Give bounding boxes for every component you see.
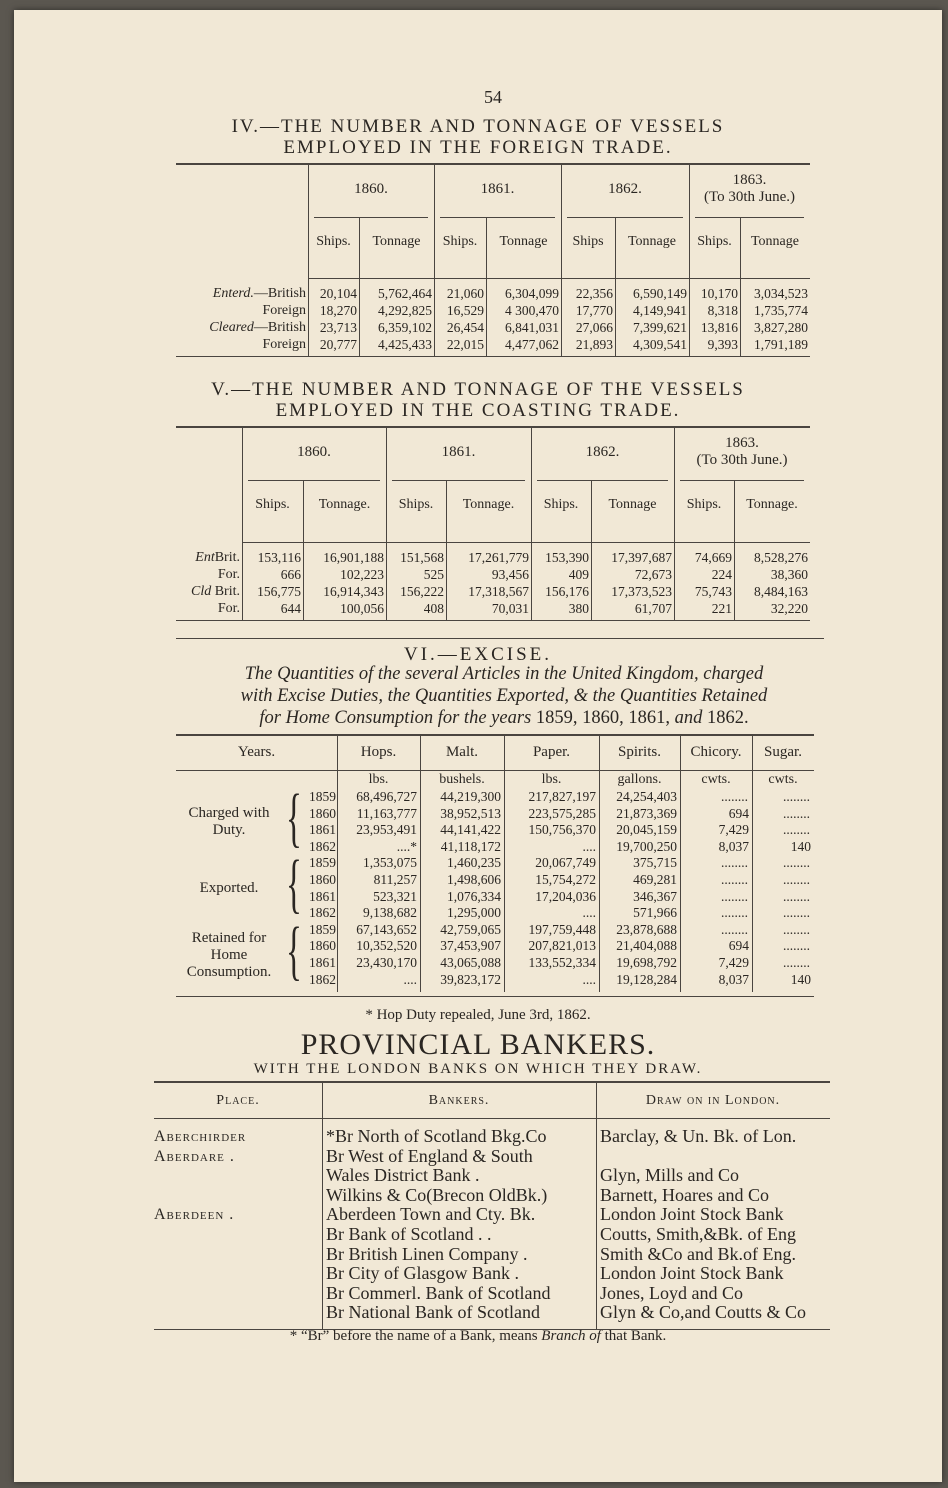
table-cell: 23,953,491 — [356, 822, 417, 838]
table-cell: 61,707 — [634, 601, 672, 616]
table-cell: 523,321 — [373, 888, 417, 904]
london-agent-cell: Barclay, & Un. Bk. of Lon. — [600, 1126, 797, 1146]
row-label-text: —British — [253, 320, 306, 335]
london-agent-cell: Jones, Loyd and Co — [600, 1282, 743, 1303]
table-cell: .... — [403, 971, 417, 987]
table-cell: 1,498,606 — [447, 872, 501, 887]
unit-label: lbs. — [368, 772, 389, 787]
london-agent-cell: London Joint Stock Bank — [600, 1263, 784, 1284]
table-cell: 17,770 — [575, 303, 613, 318]
table-cell: 133,552,334 — [528, 955, 596, 970]
london-agent-cell: Smith &Co and Bk.of Eng. — [600, 1243, 797, 1264]
column-header: Tonnage — [608, 497, 657, 512]
group-label: Duty. — [212, 822, 246, 839]
row-label-italic: Ent — [195, 550, 215, 565]
table-cell: .... — [582, 905, 596, 921]
column-header: Ships. — [316, 234, 351, 249]
sec6-description-line3 — [174, 708, 834, 729]
column-header: Place. — [216, 1093, 260, 1108]
table-cell: 23,713 — [319, 320, 357, 335]
banker-cell: Br City of Glasgow Bank . — [326, 1263, 519, 1284]
table-cell: 102,223 — [340, 567, 384, 582]
column-header: Ships. — [686, 497, 722, 512]
desc3-part-d: 1862. — [706, 708, 749, 728]
table-cell: 44,141,422 — [440, 822, 501, 838]
place-cell: Aberchirder — [154, 1128, 247, 1145]
table-cell: 17,204,036 — [535, 888, 596, 904]
sec6-title: VI.—EXCISE. — [403, 644, 553, 665]
brace-glyph: { — [286, 781, 302, 854]
page-number: 54 — [484, 87, 502, 107]
table-cell: ........ — [783, 938, 810, 954]
row-label — [176, 286, 306, 302]
row-label — [176, 584, 240, 600]
column-header: Draw on in London. — [645, 1093, 781, 1108]
column-header: Tonnage. — [746, 497, 798, 512]
sec4-top-rule — [176, 163, 810, 165]
year-header: 1863. — [725, 435, 759, 451]
sec5-title-line1: V.—THE NUMBER AND TONNAGE OF THE VESSELS — [211, 379, 745, 400]
table-cell: 75,743 — [694, 584, 732, 599]
desc3-part-a: for Home Consumption for the years — [259, 708, 532, 728]
excise-header-rule — [176, 770, 814, 771]
group-label: Exported. — [199, 880, 259, 897]
excise-top-rule — [176, 734, 814, 736]
unit-label: cwts. — [701, 772, 731, 787]
table-cell: 571,966 — [633, 905, 677, 921]
table-cell: 19,128,284 — [616, 971, 677, 987]
row-label — [176, 320, 306, 336]
row-label-text: Brit. — [211, 584, 240, 599]
year-cell: 1861 — [309, 822, 336, 838]
unit-label: cwts. — [768, 772, 798, 787]
table-cell: 17,261,779 — [468, 550, 529, 565]
table-cell: 16,529 — [446, 303, 484, 318]
year-cell: 1860 — [309, 805, 336, 821]
table-cell: 17,373,523 — [611, 584, 672, 599]
table-cell: 7,399,621 — [633, 320, 687, 335]
table-cell: 19,700,250 — [616, 838, 677, 854]
table-cell: 140 — [790, 838, 811, 854]
table-cell: 1,735,774 — [754, 303, 808, 318]
table-cell: 6,359,102 — [378, 320, 432, 335]
row-label-text: Foreign — [262, 303, 306, 318]
table-cell: 217,827,197 — [528, 789, 596, 804]
table-cell: 72,673 — [634, 567, 672, 582]
banker-cell: Aberdeen Town and Cty. Bk. — [326, 1204, 536, 1225]
row-label — [176, 550, 240, 566]
table-cell: ........ — [721, 921, 748, 937]
excise-bottom-rule — [176, 996, 814, 997]
row-label-text: For. — [217, 567, 240, 582]
table-cell: 3,827,280 — [754, 320, 808, 335]
table-cell: 10,170 — [700, 286, 738, 301]
table-cell: 5,762,464 — [378, 286, 432, 301]
column-header: Bankers. — [428, 1093, 490, 1108]
sec5-year-rule — [680, 480, 804, 481]
table-cell: 1,791,189 — [754, 337, 808, 352]
column-header: Tonnage — [372, 234, 421, 249]
table-cell: 15,754,272 — [535, 872, 596, 887]
table-cell: 18,270 — [319, 303, 357, 318]
sec4-year-rule — [567, 217, 683, 218]
sec5-top-rule — [176, 426, 810, 428]
table-cell: 13,816 — [700, 320, 738, 335]
column-header: Ships. — [442, 234, 478, 249]
banker-cell: Wales District Bank . — [326, 1165, 480, 1186]
table-cell: 42,759,065 — [440, 921, 501, 937]
london-agent-cell: Coutts, Smith,&Bk. of Eng — [600, 1224, 797, 1244]
year-header: 1860. — [354, 181, 388, 197]
table-cell: 26,454 — [446, 320, 484, 335]
table-cell: ........ — [721, 905, 748, 921]
table-cell: .... — [582, 971, 596, 987]
table-cell: 20,067,749 — [535, 855, 596, 871]
table-cell: 811,257 — [373, 872, 417, 887]
column-header: Malt. — [445, 744, 479, 760]
sec5-title-line2: EMPLOYED IN THE COASTING TRADE. — [275, 400, 681, 421]
year-header: 1862. — [585, 444, 620, 460]
sec4-bottom-rule — [176, 356, 810, 357]
place-cell: Aberdare . — [154, 1147, 235, 1165]
banker-cell: Br Commerl. Bank of Scotland — [326, 1282, 551, 1303]
table-cell: 1,295,000 — [447, 905, 501, 921]
bankers-footnote — [14, 1328, 942, 1345]
year-cell: 1862 — [309, 971, 336, 987]
table-cell: 409 — [568, 567, 589, 582]
year-header: 1863. — [732, 172, 767, 188]
row-label-text: —British — [253, 286, 306, 301]
banker-cell: Wilkins & Co(Brecon OldBk.) — [326, 1184, 548, 1205]
column-header: Tonnage. — [318, 497, 371, 512]
table-cell: 16,914,343 — [323, 584, 384, 599]
table-cell: .... — [582, 838, 596, 854]
table-cell: 16,901,188 — [323, 550, 384, 565]
table-cell: 346,367 — [633, 888, 677, 904]
table-cell: 380 — [568, 601, 589, 616]
table-cell: ........ — [783, 872, 810, 887]
table-cell: ........ — [783, 921, 810, 937]
banker-cell: Br British Linen Company . — [326, 1243, 528, 1264]
group-label: Consumption. — [186, 963, 272, 980]
table-cell: ........ — [783, 888, 810, 904]
table-cell: ........ — [783, 955, 810, 970]
row-label-text: Brit. — [214, 550, 240, 565]
bankers-footnote-a: * “Br” before the name of a Bank, means — [289, 1328, 538, 1344]
year-cell: 1862 — [309, 838, 336, 854]
unit-label: lbs. — [541, 772, 562, 787]
table-cell: 140 — [790, 971, 811, 987]
table-cell: ....* — [396, 838, 417, 854]
place-cell: Aberdeen . — [154, 1206, 235, 1224]
rule — [176, 638, 824, 639]
row-label — [176, 567, 240, 583]
excise-footnote: * Hop Duty repealed, June 3rd, 1862. — [365, 1007, 591, 1023]
bankers-top-rule — [154, 1081, 830, 1083]
table-cell: 20,045,159 — [616, 822, 677, 838]
table-cell: 70,031 — [491, 601, 529, 616]
row-label-italic: Cld — [190, 584, 212, 599]
table-cell: ........ — [721, 789, 748, 804]
table-cell: 207,821,013 — [528, 938, 596, 954]
column-header: Ships. — [255, 497, 290, 512]
row-label — [176, 337, 306, 353]
table-cell: 20,777 — [319, 337, 357, 352]
table-cell: 7,429 — [718, 955, 749, 970]
banker-cell: Br National Bank of Scotland — [326, 1302, 540, 1323]
table-cell: 24,254,403 — [616, 789, 677, 804]
table-cell: 1,353,075 — [363, 855, 417, 871]
sec4-year-rule — [314, 217, 428, 218]
sec5-year-rule — [248, 480, 380, 481]
table-cell: 9,393 — [707, 337, 738, 352]
table-cell: 21,873,369 — [616, 805, 677, 821]
table-cell: 32,220 — [770, 601, 808, 616]
row-label-italic: Enterd. — [212, 286, 254, 301]
sec6-description-line2: with Excise Duties, the Quantities Exported, & the Quantities Retained — [240, 686, 768, 706]
year-cell: 1860 — [309, 872, 336, 887]
year-cell: 1862 — [309, 905, 336, 921]
table-cell: 153,390 — [545, 550, 589, 565]
column-header: Hops. — [360, 744, 397, 760]
column-header: Ships — [572, 234, 604, 249]
table-cell: 8,318 — [707, 303, 738, 318]
table-cell: 23,878,688 — [616, 921, 677, 937]
table-cell: 9,138,682 — [363, 905, 417, 921]
table-cell: 223,575,285 — [528, 805, 596, 821]
table-cell: 10,352,520 — [356, 938, 417, 954]
row-label — [176, 303, 306, 319]
table-cell: 156,176 — [545, 584, 589, 599]
column-header: Years. — [237, 744, 276, 760]
london-agent-cell: Glyn, Mills and Co — [600, 1165, 740, 1186]
table-cell: 7,429 — [718, 822, 749, 838]
banker-cell: Br Bank of Scotland . . — [326, 1224, 492, 1244]
table-cell: 644 — [280, 601, 301, 616]
brace-glyph: { — [286, 913, 302, 987]
bankers-bottom-rule — [154, 1329, 830, 1330]
table-cell: 22,015 — [446, 337, 484, 352]
table-cell: 4,292,825 — [378, 303, 432, 318]
table-cell: 38,360 — [770, 567, 808, 582]
table-cell: ........ — [783, 822, 810, 838]
bankers-title: PROVINCIAL BANKERS. — [300, 1028, 656, 1061]
year-cell: 1860 — [309, 938, 336, 954]
table-cell: 44,219,300 — [440, 789, 501, 804]
year-cell: 1861 — [309, 888, 336, 904]
table-cell: 156,775 — [257, 584, 301, 599]
bankers-subtitle: WITH THE LONDON BANKS ON WHICH THEY DRAW. — [253, 1061, 703, 1077]
table-cell: 17,397,687 — [611, 550, 672, 565]
sec5-header-rule — [242, 542, 810, 543]
desc3-part-c: and — [674, 708, 703, 728]
column-header: Ships. — [697, 234, 732, 249]
table-cell: ........ — [721, 888, 748, 904]
table-cell: 38,952,513 — [440, 805, 501, 821]
table-cell: 6,590,149 — [633, 286, 687, 301]
table-cell: 694 — [728, 805, 749, 821]
table-cell: 74,669 — [694, 550, 732, 565]
table-cell: ........ — [783, 855, 810, 871]
table-cell: 221 — [711, 601, 732, 616]
sec6-description-line1: The Quantities of the several Articles in the United Kingdom, charged — [244, 664, 764, 684]
table-cell: 22,356 — [575, 286, 613, 301]
bankers-footnote-b: Branch of — [541, 1328, 601, 1344]
column-header: Tonnage — [627, 234, 676, 249]
column-header: Paper. — [532, 744, 571, 760]
column-header: Sugar. — [764, 744, 802, 760]
year-cell: 1859 — [309, 921, 336, 937]
table-cell: ........ — [783, 789, 810, 804]
year-header: 1862. — [608, 181, 642, 197]
unit-label: bushels. — [439, 772, 485, 787]
london-agent-cell: Glyn & Co,and Coutts & Co — [600, 1302, 807, 1323]
bankers-footnote-c: that Bank. — [604, 1328, 667, 1344]
table-cell: 23,430,170 — [356, 955, 417, 970]
table-cell: 4,477,062 — [505, 337, 559, 352]
table-cell: 68,496,727 — [356, 789, 417, 804]
table-cell: 408 — [423, 601, 444, 616]
table-cell: 17,318,567 — [468, 584, 529, 599]
column-header: Ships. — [398, 497, 434, 512]
table-cell: 525 — [423, 567, 444, 582]
group-label: Retained for — [191, 929, 267, 946]
table-cell: 224 — [711, 567, 732, 582]
column-header: Tonnage — [499, 234, 548, 249]
table-cell: 197,759,448 — [528, 921, 596, 937]
year-subheader: (To 30th June.) — [703, 189, 796, 205]
sec4-header-rule — [308, 278, 810, 279]
table-cell: 21,404,088 — [616, 938, 677, 954]
year-cell: 1859 — [309, 789, 336, 804]
table-cell: 1,460,235 — [447, 855, 501, 871]
year-header: 1861. — [480, 181, 515, 197]
sec5-year-rule — [537, 480, 668, 481]
sec5-bottom-rule — [176, 620, 810, 621]
table-cell: 19,698,792 — [616, 955, 677, 970]
table-cell: 21,060 — [446, 286, 484, 301]
year-subheader: (To 30th June.) — [696, 452, 788, 468]
table-cell: 4 300,470 — [505, 303, 559, 318]
table-cell: 4,425,433 — [378, 337, 432, 352]
table-cell: 156,222 — [400, 584, 444, 599]
table-cell: 6,304,099 — [505, 286, 559, 301]
table-cell: ........ — [783, 905, 810, 921]
row-label-text: Foreign — [262, 337, 306, 352]
london-agent-cell: London Joint Stock Bank — [600, 1204, 784, 1225]
year-header: 1860. — [297, 444, 331, 460]
table-cell: ........ — [783, 805, 810, 821]
table-cell: 21,893 — [575, 337, 613, 352]
table-cell: 4,149,941 — [633, 303, 687, 318]
table-cell: 8,528,276 — [754, 550, 808, 565]
table-cell: 8,037 — [718, 971, 749, 987]
table-cell: 41,118,172 — [440, 838, 501, 854]
table-cell: 150,756,370 — [528, 822, 596, 838]
table-cell: 100,056 — [340, 601, 384, 616]
table-cell: 20,104 — [319, 286, 357, 301]
table-cell: ........ — [721, 855, 748, 871]
table-cell: 375,715 — [633, 855, 677, 871]
banker-cell: *Br North of Scotland Bkg.Co — [326, 1126, 547, 1146]
year-header: 1861. — [441, 444, 476, 460]
group-label: Home — [210, 946, 248, 963]
column-header: Chicory. — [690, 744, 742, 760]
year-cell: 1859 — [309, 855, 336, 871]
column-header: Spirits. — [618, 744, 661, 760]
table-cell: 3,034,523 — [754, 286, 808, 301]
desc3-part-b: 1859, 1860, 1861, — [535, 708, 670, 728]
unit-label: gallons. — [617, 772, 662, 787]
table-cell: 67,143,652 — [356, 921, 417, 937]
table-cell: 1,076,334 — [447, 888, 501, 904]
brace-glyph: { — [286, 847, 302, 921]
table-cell: ........ — [721, 872, 748, 887]
table-cell: 27,066 — [575, 320, 613, 335]
column-header: Tonnage — [750, 234, 799, 249]
table-cell: 8,484,163 — [754, 584, 808, 599]
row-label — [176, 601, 240, 617]
table-cell: 93,456 — [491, 567, 529, 582]
sec4-title-line2: EMPLOYED IN THE FOREIGN TRADE. — [283, 137, 673, 158]
table-cell: 6,841,031 — [505, 320, 559, 335]
document-page — [14, 10, 942, 1482]
column-header: Ships. — [543, 497, 579, 512]
table-cell: 4,309,541 — [633, 337, 687, 352]
sec4-year-rule — [695, 217, 804, 218]
table-cell: 37,453,907 — [440, 938, 501, 954]
table-cell: 39,823,172 — [440, 971, 501, 987]
table-cell: 469,281 — [633, 872, 677, 887]
bankers-header-rule — [154, 1118, 830, 1119]
row-label-text: For. — [217, 601, 240, 616]
table-cell: 666 — [280, 567, 301, 582]
table-cell: 151,568 — [400, 550, 444, 565]
group-label: Charged with — [188, 805, 270, 822]
sec4-title-line1: IV.—THE NUMBER AND TONNAGE OF VESSELS — [231, 116, 725, 137]
table-cell: 694 — [728, 938, 749, 954]
table-cell: 153,116 — [257, 550, 301, 565]
sec4-year-rule — [440, 217, 555, 218]
table-cell: 11,163,777 — [356, 805, 417, 821]
column-header: Tonnage. — [462, 497, 515, 512]
banker-cell: Br West of England & South — [326, 1145, 533, 1166]
sec5-year-rule — [392, 480, 525, 481]
year-cell: 1861 — [309, 955, 336, 970]
table-cell: 8,037 — [718, 838, 749, 854]
row-label-italic: Cleared — [209, 320, 254, 335]
table-cell: 43,065,088 — [440, 955, 501, 970]
london-agent-cell: Barnett, Hoares and Co — [600, 1184, 769, 1205]
